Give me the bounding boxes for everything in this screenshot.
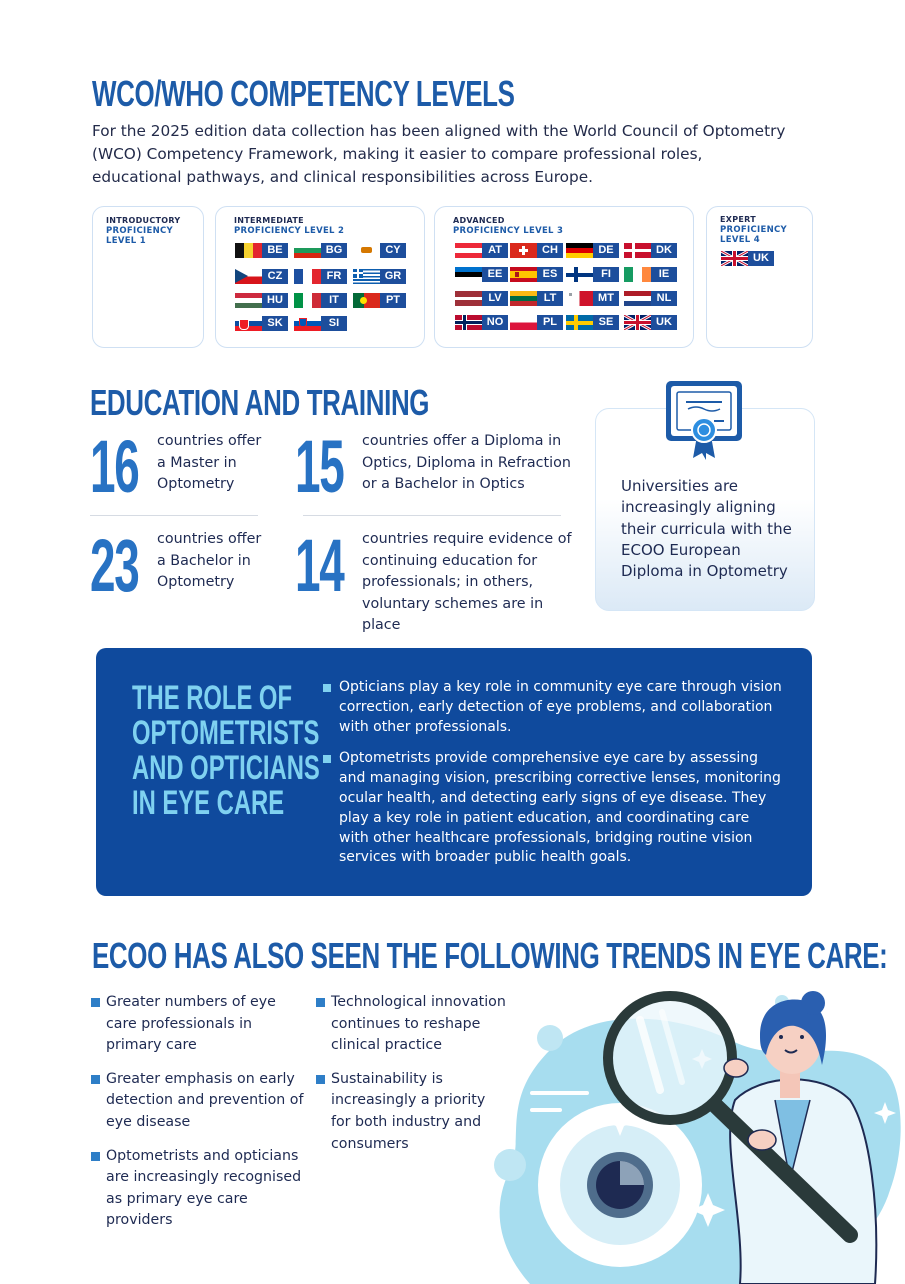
country-code: CH <box>537 243 563 258</box>
trend-item <box>316 1069 506 1155</box>
country-code: EE <box>482 267 508 282</box>
trend-text: Greater numbers of eye care professionals in primary care <box>106 994 276 1054</box>
bullet-icon <box>91 1152 100 1161</box>
country-code: DE <box>593 243 619 258</box>
university-note: Universities are increasingly aligning their curricula with the ECOO European Diploma in Optometry <box>621 477 792 581</box>
country-flag-at <box>455 243 508 258</box>
bulgaria-flag-icon <box>294 243 321 258</box>
latvia-flag-icon <box>455 291 482 306</box>
sweden-flag-icon <box>566 315 593 330</box>
role-point-text: Optometrists provide comprehensive eye care by assessing and managing vision, prescribing corrective lenses, monitoring ocular health, and detecting early signs of eye disease. They play a key role in patient education, and coordinating care with other healthcare professionals, bridging routine vision services with broader public health goals. <box>339 750 781 866</box>
level-tier: INTRODUCTORY <box>106 216 181 225</box>
country-code: UK <box>748 251 774 266</box>
country-flag-fr <box>294 269 347 284</box>
country-code: CY <box>380 243 406 258</box>
country-flag-lv <box>455 291 508 306</box>
country-code: CZ <box>262 269 288 284</box>
country-flag-si <box>294 316 347 331</box>
country-flag-it <box>294 293 347 308</box>
stat-number: 23 <box>90 524 139 607</box>
country-code: IE <box>651 267 677 282</box>
level-name: PROFICIENCY LEVEL 3 <box>453 226 564 236</box>
denmark-flag-icon <box>624 243 651 258</box>
austria-flag-icon <box>455 243 482 258</box>
country-code: SK <box>262 316 288 331</box>
country-flag-gr <box>353 269 406 284</box>
malta-flag-icon <box>566 291 593 306</box>
stat-number: 14 <box>295 524 344 607</box>
bullet-icon <box>323 755 331 763</box>
country-flag-pl <box>510 315 563 330</box>
trend-item <box>91 1069 306 1134</box>
country-flag-de <box>566 243 619 258</box>
certificate-icon <box>664 378 746 460</box>
slovakia-flag-icon <box>235 316 262 331</box>
country-flag-cz <box>235 269 288 284</box>
country-flag-hu <box>235 293 288 308</box>
country-flag-lt <box>510 291 563 306</box>
country-flag-cy <box>353 243 406 258</box>
country-flag-ee <box>455 267 508 282</box>
country-flag-mt <box>566 291 619 306</box>
country-code: PT <box>380 293 406 308</box>
country-code: GR <box>380 269 406 284</box>
level-name: PROFICIENCY LEVEL 4 <box>720 225 787 245</box>
bullet-icon <box>323 684 331 692</box>
germany-flag-icon <box>566 243 593 258</box>
lithuania-flag-icon <box>510 291 537 306</box>
country-flag-be <box>235 243 288 258</box>
trend-item <box>91 992 306 1057</box>
france-flag-icon <box>294 269 321 284</box>
country-code: HU <box>262 293 288 308</box>
bullet-icon <box>316 1075 325 1084</box>
role-title-line: THE ROLE OF <box>132 679 292 717</box>
country-code: IT <box>321 293 347 308</box>
divider <box>303 515 561 516</box>
belgium-flag-icon <box>235 243 262 258</box>
country-flag-se <box>566 315 619 330</box>
stat-text: countries require evidence of continuing education for professionals; in others, voluntary schemes are in place <box>362 531 572 633</box>
level-tier: EXPERT <box>720 215 757 224</box>
level-name: PROFICIENCY LEVEL 1 <box>106 226 173 246</box>
cyprus-flag-icon <box>353 243 380 258</box>
level-name: PROFICIENCY LEVEL 2 <box>234 226 345 236</box>
role-point-text: Opticians play a key role in community eye care through vision correction, early detection of eye problems, and collaboration with other professionals. <box>339 679 782 735</box>
bullet-icon <box>91 1075 100 1084</box>
trends-list-left <box>91 992 306 1244</box>
country-flag-uk <box>624 315 677 330</box>
country-flag-dk <box>624 243 677 258</box>
country-code: ES <box>537 267 563 282</box>
role-title-line: IN EYE CARE <box>132 784 285 822</box>
role-title-line: AND OPTICIANS <box>132 749 320 787</box>
role-title-line: OPTOMETRISTS <box>132 714 320 752</box>
finland-flag-icon <box>566 267 593 282</box>
country-flag-sk <box>235 316 288 331</box>
country-flag-ie <box>624 267 677 282</box>
country-flag-fi <box>566 267 619 282</box>
greece-flag-icon <box>353 269 380 284</box>
bullet-icon <box>316 998 325 1007</box>
country-flag-es <box>510 267 563 282</box>
country-code: PL <box>537 315 563 330</box>
role-points <box>323 678 783 880</box>
country-code: LV <box>482 291 508 306</box>
country-code: DK <box>651 243 677 258</box>
spain-flag-icon <box>510 267 537 282</box>
country-flag-pt <box>353 293 406 308</box>
role-point <box>323 749 783 868</box>
bullet-icon <box>91 998 100 1007</box>
country-code: MT <box>593 291 619 306</box>
competency-title: WCO/WHO COMPETENCY LEVELS <box>92 73 515 114</box>
stat-text: countries offer a Master in Optometry <box>157 433 262 492</box>
trends-title: ECOO HAS ALSO SEEN THE FOLLOWING TRENDS IN EYE CARE: <box>92 935 888 976</box>
competency-intro: For the 2025 edition data collection has been aligned with the World Council of Optometry (WCO) Competency Framework, making it easier to compare professional roles, educational pathways, and clinical responsibilities across Europe. <box>92 122 786 186</box>
country-code: BE <box>262 243 288 258</box>
country-flag-no <box>455 315 508 330</box>
country-code: SE <box>593 315 619 330</box>
estonia-flag-icon <box>455 267 482 282</box>
italy-flag-icon <box>294 293 321 308</box>
trends-list-right <box>316 992 506 1167</box>
uk-flag-icon <box>721 251 748 266</box>
country-code: SI <box>321 316 347 331</box>
stat-number: 15 <box>295 425 344 508</box>
trend-item <box>91 1146 306 1232</box>
country-code: NL <box>651 291 677 306</box>
country-flag-nl <box>624 291 677 306</box>
hungary-flag-icon <box>235 293 262 308</box>
divider <box>90 515 258 516</box>
slovenia-flag-icon <box>294 316 321 331</box>
ireland-flag-icon <box>624 267 651 282</box>
country-flag-bg <box>294 243 347 258</box>
netherlands-flag-icon <box>624 291 651 306</box>
norway-flag-icon <box>455 315 482 330</box>
country-code: FI <box>593 267 619 282</box>
level-tier: INTERMEDIATE <box>234 216 304 225</box>
education-title: EDUCATION AND TRAINING <box>90 382 430 423</box>
role-point <box>323 678 783 737</box>
country-code: AT <box>482 243 508 258</box>
country-code: BG <box>321 243 347 258</box>
stat-text: countries offer a Diploma in Optics, Diploma in Refraction or a Bachelor in Optics <box>362 433 571 492</box>
uk-flag-icon <box>624 315 651 330</box>
country-flag-uk <box>721 251 774 266</box>
level-tier: ADVANCED <box>453 216 505 225</box>
trend-item <box>316 992 506 1057</box>
stat-text: countries offer a Bachelor in Optometry <box>157 531 262 590</box>
country-flag-ch <box>510 243 563 258</box>
trend-text: Technological innovation continues to reshape clinical practice <box>331 994 506 1054</box>
country-code: FR <box>321 269 347 284</box>
stat-number: 16 <box>90 425 139 508</box>
trend-text: Optometrists and opticians are increasingly recognised as primary eye care providers <box>106 1147 302 1229</box>
trend-text: Greater emphasis on early detection and prevention of eye disease <box>106 1070 304 1130</box>
czech-flag-icon <box>235 269 262 284</box>
portugal-flag-icon <box>353 293 380 308</box>
country-code: LT <box>537 291 563 306</box>
trend-text: Sustainability is increasingly a priority for both industry and consumers <box>331 1070 486 1152</box>
country-code: UK <box>651 315 677 330</box>
country-code: NO <box>482 315 508 330</box>
optometrist-magnifier-illustration <box>490 990 905 1284</box>
poland-flag-icon <box>510 315 537 330</box>
switzerland-flag-icon <box>510 243 537 258</box>
